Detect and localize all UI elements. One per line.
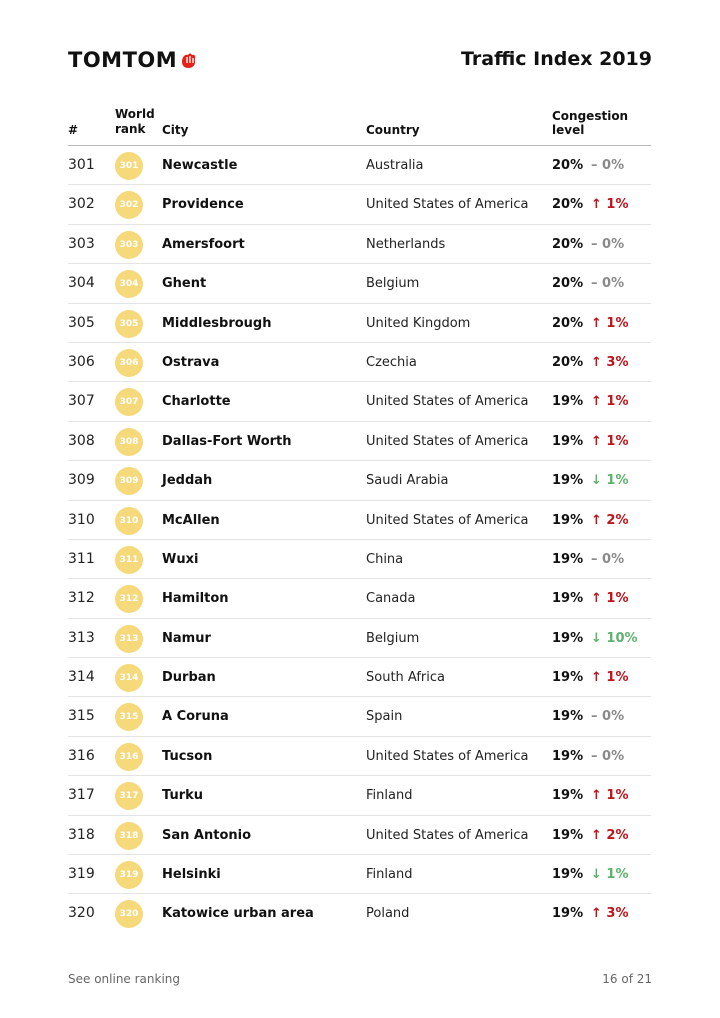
congestion-change: – 0% [591, 748, 625, 764]
country-name: Netherlands [366, 236, 446, 252]
congestion-change: ↑ 3% [591, 354, 629, 370]
table-row [68, 619, 651, 658]
congestion-level: 20% [552, 315, 584, 331]
rank-number: 301 [68, 157, 95, 173]
rank-number: 314 [68, 669, 95, 686]
see-online-ranking-link[interactable]: See online ranking [68, 972, 181, 986]
congestion-change: ↓ 1% [591, 473, 629, 489]
country-name: United States of America [366, 197, 529, 213]
tomtom-logo [68, 48, 201, 72]
congestion-level: 19% [552, 827, 584, 843]
country-name: United States of America [366, 394, 529, 410]
city-name: A Coruna [162, 709, 229, 725]
table-row [68, 185, 651, 224]
table-row [68, 737, 651, 776]
congestion-change: ↓ 10% [591, 630, 638, 646]
table-row [68, 382, 651, 421]
rank-number: 311 [68, 550, 95, 567]
page-indicator: 16 of 21 [602, 972, 652, 986]
table-row [68, 816, 651, 855]
world-rank-badge: 318 [115, 822, 143, 850]
world-rank-badge: 320 [115, 900, 143, 928]
tomtom-hands-icon [179, 50, 201, 70]
rank-number: 313 [68, 629, 95, 646]
rank-number: 302 [68, 196, 95, 213]
rank-number: 315 [68, 708, 95, 725]
country-name: Czechia [366, 354, 417, 370]
table-row [68, 776, 651, 815]
country-name: United States of America [366, 512, 529, 528]
rank-number: 318 [68, 826, 95, 843]
congestion-change: ↑ 1% [591, 433, 629, 449]
city-name: Turku [162, 788, 204, 804]
congestion-change: ↓ 1% [591, 867, 629, 883]
congestion-level: 19% [552, 630, 584, 646]
country-name: South Africa [366, 670, 445, 686]
rank-number: 316 [68, 747, 95, 764]
world-rank-header-line2: rank [115, 122, 146, 136]
rank-number: 308 [68, 432, 95, 449]
congestion-change: – 0% [591, 709, 625, 725]
country-name: Poland [366, 906, 410, 922]
city-name: Providence [162, 197, 244, 213]
city-name: McAllen [162, 512, 220, 528]
table-row [68, 146, 651, 185]
city-name: Middlesbrough [162, 315, 272, 331]
congestion-change: ↑ 1% [591, 670, 629, 686]
congestion-level: 20% [552, 158, 584, 173]
world-rank-badge: 305 [115, 310, 143, 338]
city-name: Charlotte [162, 394, 231, 410]
city-name: Hamilton [162, 591, 229, 607]
country-name: United Kingdom [366, 315, 471, 331]
city-name: Katowice urban area [162, 906, 314, 922]
table-row [68, 540, 651, 579]
congestion-level: 20% [552, 276, 584, 292]
congestion-change: ↑ 1% [591, 315, 629, 331]
table-header [68, 105, 651, 146]
congestion-change: ↑ 2% [591, 827, 629, 843]
congestion-change: ↑ 1% [591, 591, 629, 607]
world-rank-badge: 316 [115, 743, 143, 771]
congestion-level: 20% [552, 354, 584, 370]
ranking-table-body [68, 146, 651, 933]
congestion-change: – 0% [591, 551, 625, 567]
city-name: Namur [162, 630, 211, 646]
table-row [68, 697, 651, 736]
logo-text: TOMTOM [68, 48, 178, 72]
world-rank-badge: 304 [115, 270, 143, 298]
table-row [68, 225, 651, 264]
world-rank-badge: 308 [115, 428, 143, 456]
rank-number: 303 [68, 235, 95, 252]
congestion-change: – 0% [591, 158, 625, 173]
country-name: Australia [366, 158, 424, 173]
table-row [68, 422, 651, 461]
city-name: Ghent [162, 276, 207, 292]
world-rank-badge: 313 [115, 625, 143, 653]
congestion-level: 19% [552, 591, 584, 607]
table-row [68, 579, 651, 618]
world-rank-badge: 309 [115, 467, 143, 495]
rank-number: 305 [68, 314, 95, 331]
rank-number: 304 [68, 275, 95, 292]
city-name: Jeddah [162, 473, 213, 489]
city-name: Newcastle [162, 158, 238, 173]
world-rank-badge: 311 [115, 546, 143, 574]
rank-number: 310 [68, 511, 95, 528]
country-name: Saudi Arabia [366, 473, 449, 489]
table-row [68, 855, 651, 894]
congestion-change: ↑ 3% [591, 906, 629, 922]
rank-number: 312 [68, 590, 95, 607]
table-row [68, 304, 651, 343]
table-row [68, 264, 651, 303]
congestion-level: 19% [552, 788, 584, 804]
country-name: Belgium [366, 630, 420, 646]
world-rank-badge: 317 [115, 782, 143, 810]
table-row [68, 501, 651, 540]
city-name: Dallas-Fort Worth [162, 433, 292, 449]
table-row [68, 461, 651, 500]
rank-number: 317 [68, 787, 95, 804]
country-name: United States of America [366, 748, 529, 764]
city-name: Ostrava [162, 354, 220, 370]
rank-number: 307 [68, 393, 95, 410]
congestion-change: ↑ 1% [591, 394, 629, 410]
rank-number: 319 [68, 866, 95, 883]
congestion-change: – 0% [591, 236, 625, 252]
world-rank-badge: 315 [115, 703, 143, 731]
city-name: Amersfoort [162, 236, 245, 252]
city-name: Wuxi [162, 551, 199, 567]
column-header-city: City [162, 123, 189, 137]
country-name: Belgium [366, 276, 420, 292]
congestion-level: 19% [552, 551, 584, 567]
column-header-congestion-level: Congestion level [552, 109, 629, 137]
table-row [68, 343, 651, 382]
world-rank-badge: 310 [115, 507, 143, 535]
world-rank-badge: 301 [115, 152, 143, 180]
world-rank-badge: 303 [115, 231, 143, 259]
congestion-level: 19% [552, 709, 584, 725]
country-name: Finland [366, 867, 413, 883]
column-header-hash: # [68, 123, 79, 137]
world-rank-header-line1: World [115, 107, 155, 121]
column-header-country: Country [366, 123, 420, 137]
rank-number: 309 [68, 472, 95, 489]
congestion-level: 19% [552, 867, 584, 883]
table-row [68, 894, 651, 932]
city-name: Helsinki [162, 867, 221, 883]
country-name: Canada [366, 591, 416, 607]
country-name: China [366, 551, 404, 567]
world-rank-badge: 307 [115, 388, 143, 416]
congestion-change: ↑ 2% [591, 512, 629, 528]
world-rank-badge: 312 [115, 585, 143, 613]
country-name: United States of America [366, 433, 529, 449]
congestion-level: 19% [552, 512, 584, 528]
congestion-level: 19% [552, 394, 584, 410]
world-rank-badge: 319 [115, 861, 143, 889]
congestion-change: ↑ 1% [591, 197, 629, 213]
congestion-level: 19% [552, 748, 584, 764]
rank-number: 306 [68, 353, 95, 370]
country-name: Finland [366, 788, 413, 804]
congestion-level: 19% [552, 670, 584, 686]
congestion-level: 19% [552, 433, 584, 449]
world-rank-badge: 302 [115, 191, 143, 219]
city-name: San Antonio [162, 827, 252, 843]
city-name: Durban [162, 670, 216, 686]
congestion-level: 20% [552, 236, 584, 252]
world-rank-badge: 314 [115, 664, 143, 692]
country-name: United States of America [366, 827, 529, 843]
congestion-level: 19% [552, 906, 584, 922]
congestion-level: 19% [552, 473, 584, 489]
congestion-change: – 0% [591, 276, 625, 292]
congestion-level: 20% [552, 197, 584, 213]
country-name: Spain [366, 709, 403, 725]
rank-number: 320 [68, 905, 95, 922]
city-name: Tucson [162, 748, 213, 764]
table-row [68, 658, 651, 697]
page-title: Traffic Index 2019 [461, 48, 652, 70]
world-rank-badge: 306 [115, 349, 143, 377]
column-header-world-rank [115, 107, 155, 137]
congestion-change: ↑ 1% [591, 788, 629, 804]
